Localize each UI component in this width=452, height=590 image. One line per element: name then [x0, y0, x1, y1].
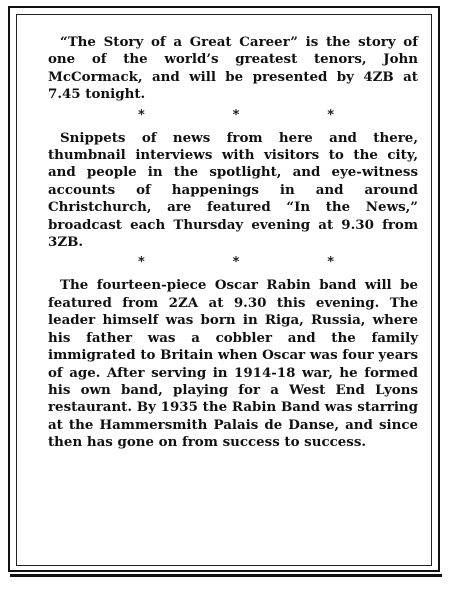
paragraph-oscar-rabin-band: The fourteen-piece Oscar Rabin band will be featured from 2ZA at 9.30 this evening. The leader himself was born in Riga, Russia, where his father was a cobbler and the family immigrated to Britain when Oscar was four years of age. After serving in 1914-18 war, he formed his own band, playing for a West End Lyons restaurant. By 1935 the Rabin Band was starring at the Hammersmith Palais de Danse, and since then has gone on from success to success. [48, 277, 418, 451]
article-column [48, 34, 418, 452]
separator-star: * [138, 107, 145, 123]
separator-star: * [327, 255, 334, 271]
separator-star: * [232, 255, 240, 271]
bottom-rule [10, 574, 442, 577]
separator-star: * [138, 255, 145, 271]
separator-stars [48, 108, 418, 124]
paragraph-john-mccormack: “The Story of a Great Career” is the story of one of the world’s greatest tenors, John McCormack, and will be presented by 4ZB at 7.45 tonight. [48, 34, 418, 103]
separator-star: * [232, 107, 240, 123]
separator-stars [48, 255, 418, 271]
separator-star: * [327, 107, 334, 123]
paragraph-in-the-news: Snippets of news from here and there, thumbnail interviews with visitors to the city, and people in the spotlight, and eye-witness accounts of happenings in and around Christchurch, are featured “In the News,” broadcast each Thursday evening at 9.30 from 3ZB. [48, 129, 418, 251]
